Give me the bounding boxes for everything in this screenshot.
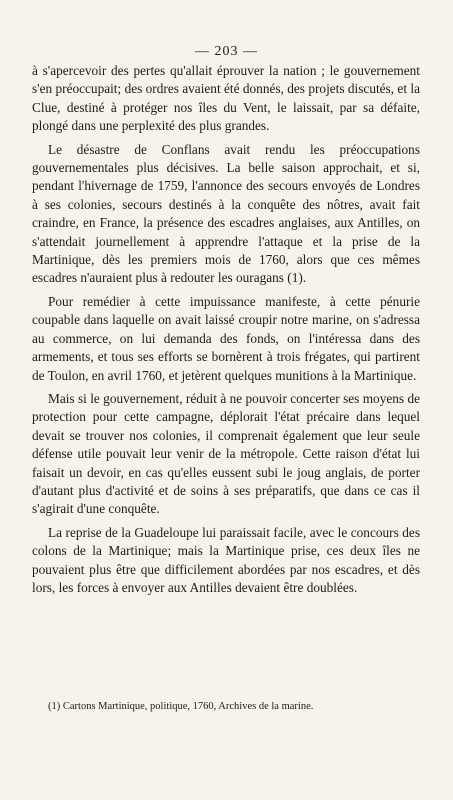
- paragraph: La reprise de la Guadeloupe lui paraissait facile, avec le concours des colons de la Martinique; mais la Martinique prise, ces deux îles ne pouvaient plus être que difficilement abordées par nos escadres, et dès lors, les forces à envoyer aux Antilles devaient être doublées.: [32, 524, 420, 595]
- paragraph: Mais si le gouvernement, réduit à ne pouvoir concerter ses moyens de protection pour cette campagne, déplorait l'état précaire dans lequel devait se trouver nos colonies, il comprenait également que leur seule défense utile pouvait leur venir de la métropole. Cette raison d'état lui faisait un devoir, en cas qu'elles eussent subi le joug anglais, de porter d'autant plus d'activité et de soins à ses préparatifs, que dans ce cas il s'agirait d'une conquête.: [32, 390, 420, 517]
- page-number: — 203 —: [195, 44, 258, 59]
- page-body: [32, 62, 420, 602]
- footnote: (1) Cartons Martinique, politique, 1760, Archives de la marine.: [48, 701, 314, 712]
- paragraph-continuation: à s'apercevoir des pertes qu'allait éprouver la nation ; le gouvernement s'en préoccupait; des ordres avaient été donnés, des projets discutés, et la Clue, destiné à protéger nos îles du Vent, le laissait, par sa défaite, plongé dans une perplexité des plus grandes.: [32, 63, 420, 134]
- paragraph: Pour remédier à cette impuissance manifeste, à cette pénurie coupable dans laquelle on avait laissé croupir notre marine, on s'adressa au commerce, on lui demanda des fonds, on l'intéressa dans des armements, et tous ses efforts se bornèrent à trois frégates, qui partirent de Toulon, en avril 1760, et jetèrent quelques munitions à la Martinique.: [32, 293, 420, 383]
- paragraph: Le désastre de Conflans avait rendu les préoccupations gouvernementales plus décisives. La belle saison approchait, et si, pendant l'hivernage de 1759, l'annonce des secours envoyés de Londres à ses colonies, secours destinés à la conquête des nôtres, avait fait craindre, en France, la présence des escadres anglaises, aux Antilles, on s'attendait journellement à apprendre l'attaque et la prise de la Martinique, dès les premiers mois de 1760, alors que ces mêmes escadres n'auraient plus à redouter les ouragans (1).: [32, 141, 420, 286]
